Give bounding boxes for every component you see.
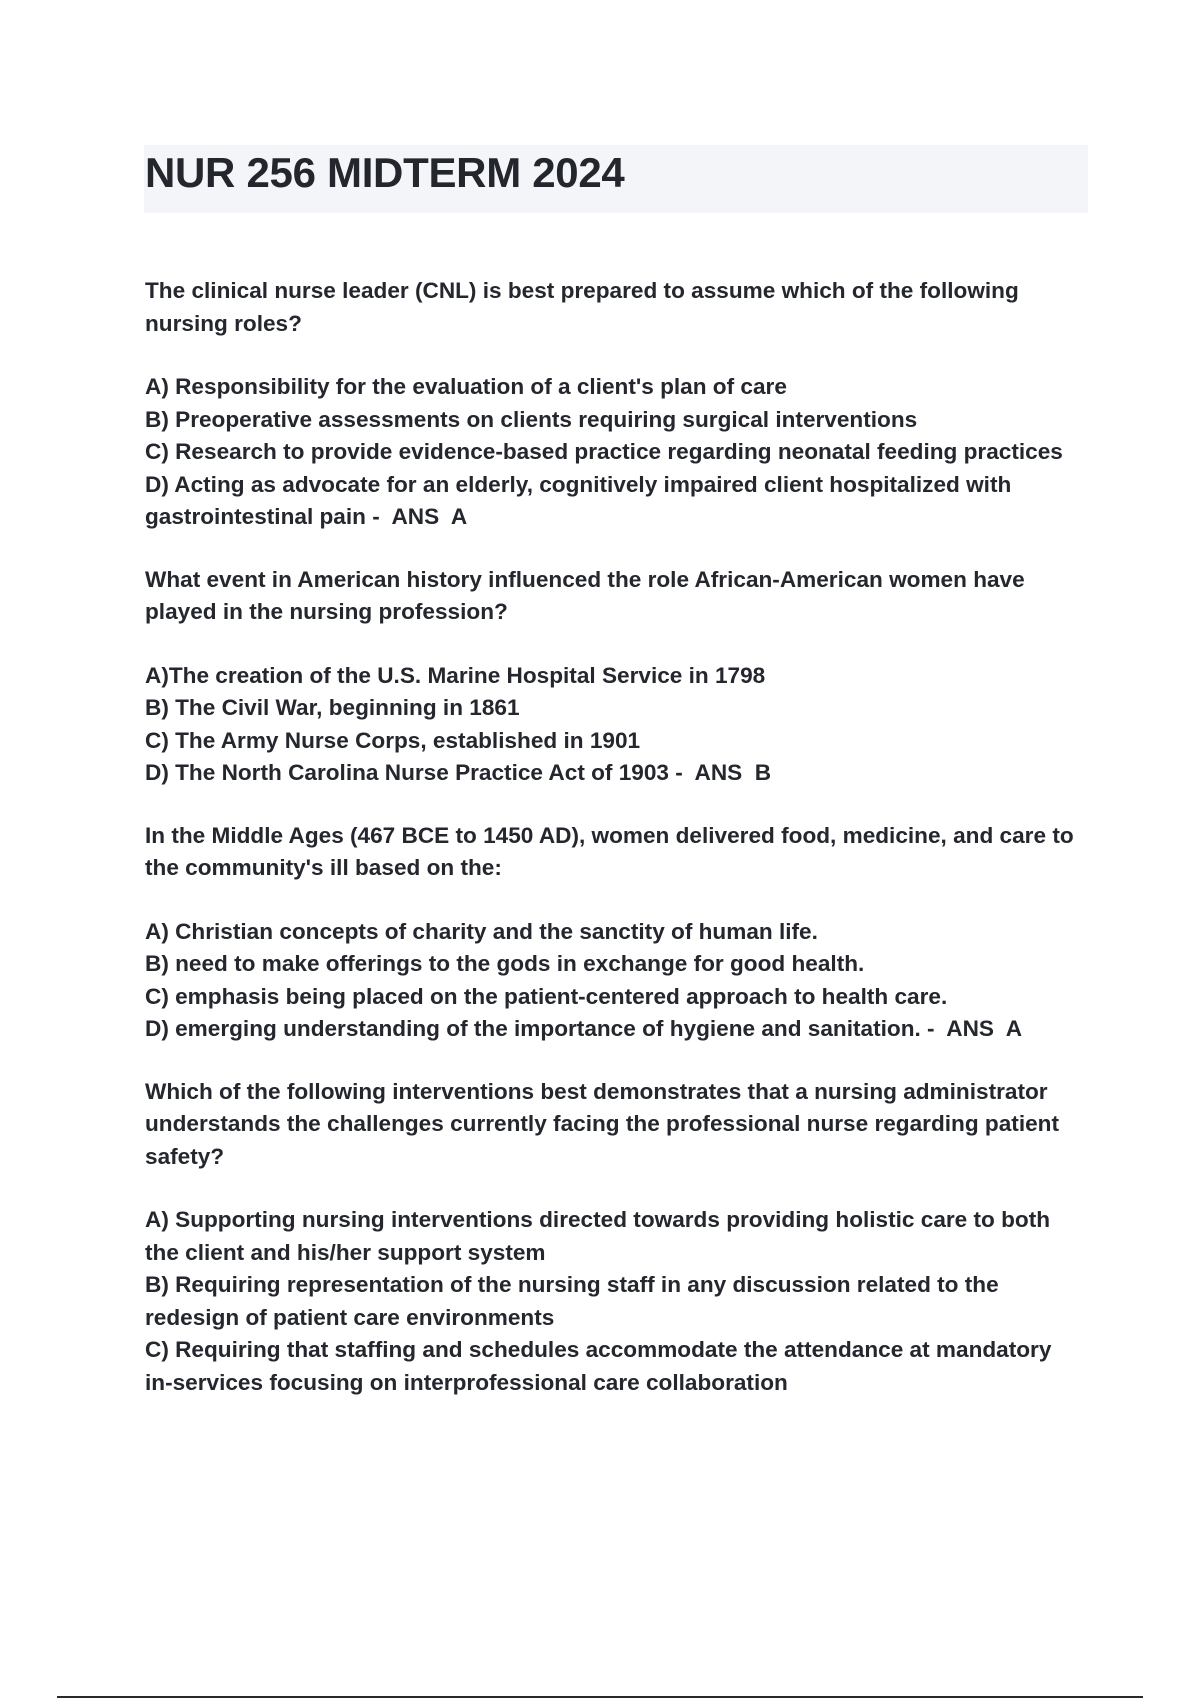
answer-options bbox=[145, 1204, 1085, 1399]
question-text: In the Middle Ages (467 BCE to 1450 AD), women delivered food, medicine, and care to the community's ill based on the: bbox=[145, 822, 1074, 880]
answer-key: - ANS B bbox=[668, 760, 772, 785]
answer-key: - ANS A bbox=[365, 504, 468, 529]
option-d-text: D) emerging understanding of the importance of hygiene and sanitation. bbox=[145, 1016, 921, 1041]
option-d bbox=[145, 1013, 1085, 1046]
option-c: C) emphasis being placed on the patient-centered approach to health care. bbox=[145, 983, 948, 1009]
option-a: A) Christian concepts of charity and the sanctity of human life. bbox=[145, 918, 818, 944]
answer-options bbox=[145, 660, 1085, 790]
question-1 bbox=[145, 275, 1085, 534]
option-c: C) The Army Nurse Corps, established in 1901 bbox=[145, 727, 641, 753]
question-list bbox=[145, 275, 1085, 1399]
answer-key: - ANS A bbox=[920, 1016, 1023, 1041]
option-a: A)The creation of the U.S. Marine Hospital Service in 1798 bbox=[145, 662, 766, 688]
option-b: B) need to make offerings to the gods in exchange for good health. bbox=[145, 951, 865, 976]
option-b: B) Requiring representation of the nursing staff in any discussion related to the redesign of patient care environments bbox=[145, 1272, 999, 1330]
page-title: NUR 256 MIDTERM 2024 bbox=[145, 149, 625, 196]
option-d-text: D) Acting as advocate for an elderly, cognitively impaired client hospitalized with gastrointestinal pain bbox=[145, 471, 1012, 529]
footer-rule bbox=[57, 1696, 1143, 1698]
option-a: A) Supporting nursing interventions directed towards providing holistic care to both the client and his/her support system bbox=[145, 1207, 1051, 1265]
question-text: Which of the following interventions best demonstrates that a nursing administrator understands the challenges currently facing the professional nurse regarding patient safety? bbox=[145, 1078, 1059, 1169]
answer-options bbox=[145, 371, 1085, 534]
option-c: C) Research to provide evidence-based practice regarding neonatal feeding practices bbox=[145, 439, 1063, 464]
option-b: B) The Civil War, beginning in 1861 bbox=[145, 695, 520, 720]
answer-options bbox=[145, 916, 1085, 1046]
question-text: What event in American history influenced the role African-American women have played in the nursing profession? bbox=[145, 566, 1025, 624]
question-3 bbox=[145, 820, 1085, 1046]
option-d bbox=[145, 757, 1085, 790]
option-c: C) Requiring that staffing and schedules accommodate the attendance at mandatory in-services focusing on interprofessional care collaboration bbox=[145, 1337, 1052, 1395]
option-d-text: D) The North Carolina Nurse Practice Act of 1903 bbox=[145, 760, 669, 785]
question-text: The clinical nurse leader (CNL) is best prepared to assume which of the following nursing roles? bbox=[145, 278, 1019, 336]
option-b: B) Preoperative assessments on clients requiring surgical interventions bbox=[145, 406, 918, 432]
option-d bbox=[145, 469, 1085, 534]
option-a: A) Responsibility for the evaluation of a client's plan of care bbox=[145, 374, 787, 399]
question-2 bbox=[145, 564, 1085, 790]
question-4 bbox=[145, 1076, 1085, 1400]
